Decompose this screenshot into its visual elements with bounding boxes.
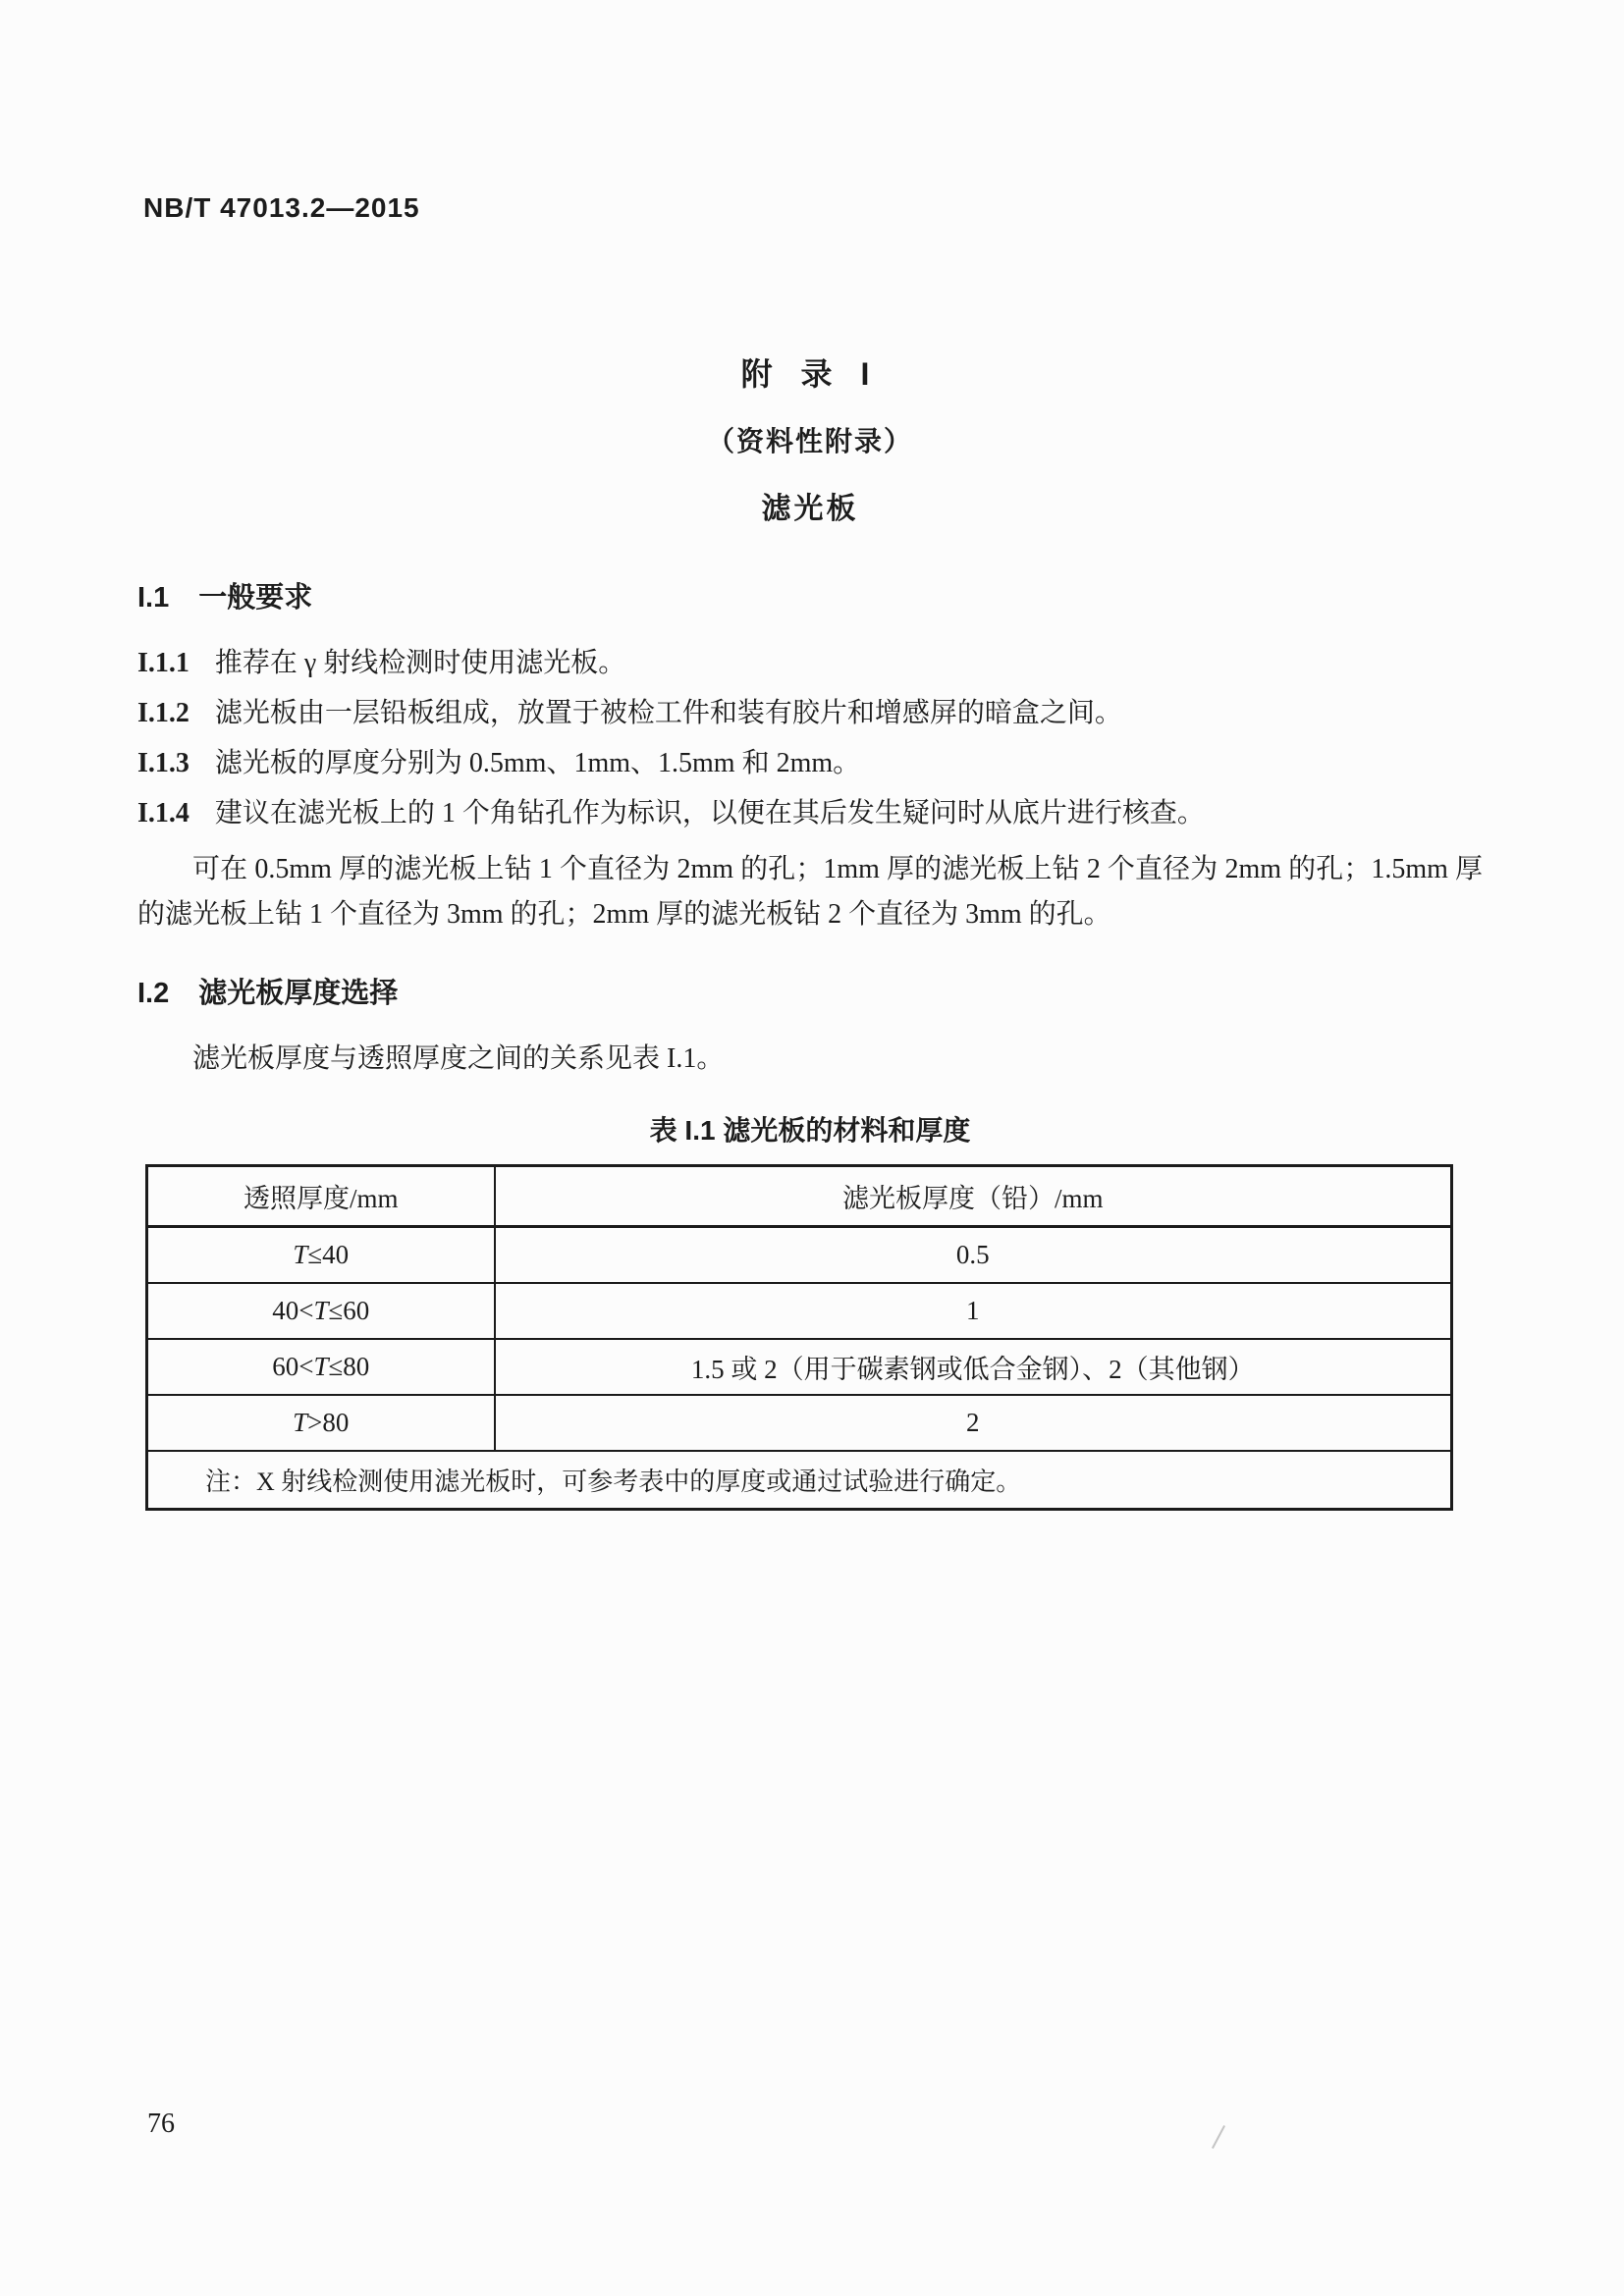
appendix-name: 滤光板 xyxy=(761,493,859,525)
table-row xyxy=(147,1339,1452,1395)
cell-value: 1 xyxy=(495,1283,1452,1339)
section-1-heading xyxy=(137,575,1483,615)
clause-text: 滤光板由一层铅板组成，放置于被检工件和装有胶片和增感屏的暗盒之间。 xyxy=(214,698,1122,728)
clause-number: I.1.4 xyxy=(137,798,189,828)
cell-range: T≤40 xyxy=(147,1227,495,1283)
clause-number: I.1.1 xyxy=(137,648,189,678)
filter-plate-table xyxy=(145,1164,1453,1511)
t-variable: T xyxy=(293,1407,308,1437)
doc-number: NB/T 47013.2—2015 xyxy=(143,192,420,223)
section-2-number: I.2 xyxy=(137,978,170,1009)
cell-range: 60<T≤80 xyxy=(147,1339,495,1395)
cell-value: 2 xyxy=(495,1395,1452,1451)
table-note: 注：X 射线检测使用滤光板时，可参考表中的厚度或通过试验进行确定。 xyxy=(147,1451,1452,1510)
clause-number: I.1.3 xyxy=(137,748,189,778)
table-row xyxy=(147,1395,1452,1451)
appendix-subtitle: （资料性附录） xyxy=(706,426,913,456)
table-note-row xyxy=(147,1451,1452,1510)
cell-value: 0.5 xyxy=(495,1227,1452,1283)
t-variable: T xyxy=(293,1239,308,1269)
clause-text: 推荐在 γ 射线检测时使用滤光板。 xyxy=(214,648,626,678)
section-2-title: 滤光板厚度选择 xyxy=(198,978,399,1009)
clause-item xyxy=(137,647,1483,680)
section-1-number: I.1 xyxy=(137,582,170,614)
t-variable: T xyxy=(313,1295,329,1325)
t-variable: T xyxy=(313,1351,329,1381)
clause-item xyxy=(137,797,1483,830)
table-row xyxy=(147,1283,1452,1339)
table-row xyxy=(147,1227,1452,1283)
cell-value: 1.5 或 2（用于碳素钢或低合金钢）、2（其他钢） xyxy=(495,1339,1452,1395)
clause-number: I.1.2 xyxy=(137,698,189,728)
scan-artifact-mark xyxy=(1212,2125,1225,2149)
body-content xyxy=(137,575,1483,1511)
section-2-heading xyxy=(137,971,1483,1011)
section-1-title: 一般要求 xyxy=(198,582,313,614)
table-header-row xyxy=(147,1166,1452,1227)
appendix-title-block xyxy=(137,349,1483,527)
col-header-plate-thickness: 滤光板厚度（铅）/mm xyxy=(495,1166,1452,1227)
section-1-paragraph: 可在 0.5mm 厚的滤光板上钻 1 个直径为 2mm 的孔；1mm 厚的滤光板上钻 2 个直径为 2mm 的孔；1.5mm 厚的滤光板上钻 1 个直径为 3mm 的孔；2mm 厚的滤光板钻 2 个直径为 3mm 的孔。 xyxy=(137,854,1483,930)
page-number: 76 xyxy=(147,2109,175,2139)
section-1-items xyxy=(137,647,1483,830)
clause-item xyxy=(137,747,1483,780)
clause-text: 滤光板的厚度分别为 0.5mm、1mm、1.5mm 和 2mm。 xyxy=(214,748,861,778)
appendix-title: 附 录 I xyxy=(740,356,880,392)
col-header-thickness: 透照厚度/mm xyxy=(147,1166,495,1227)
clause-item xyxy=(137,697,1483,730)
cell-range: T>80 xyxy=(147,1395,495,1451)
cell-range: 40<T≤60 xyxy=(147,1283,495,1339)
section-2-paragraph: 滤光板厚度与透照厚度之间的关系见表 I.1。 xyxy=(192,1043,725,1074)
clause-text: 建议在滤光板上的 1 个角钻孔作为标识，以便在其后发生疑问时从底片进行核查。 xyxy=(214,798,1205,828)
table-caption: 表 I.1 滤光板的材料和厚度 xyxy=(649,1115,971,1146)
